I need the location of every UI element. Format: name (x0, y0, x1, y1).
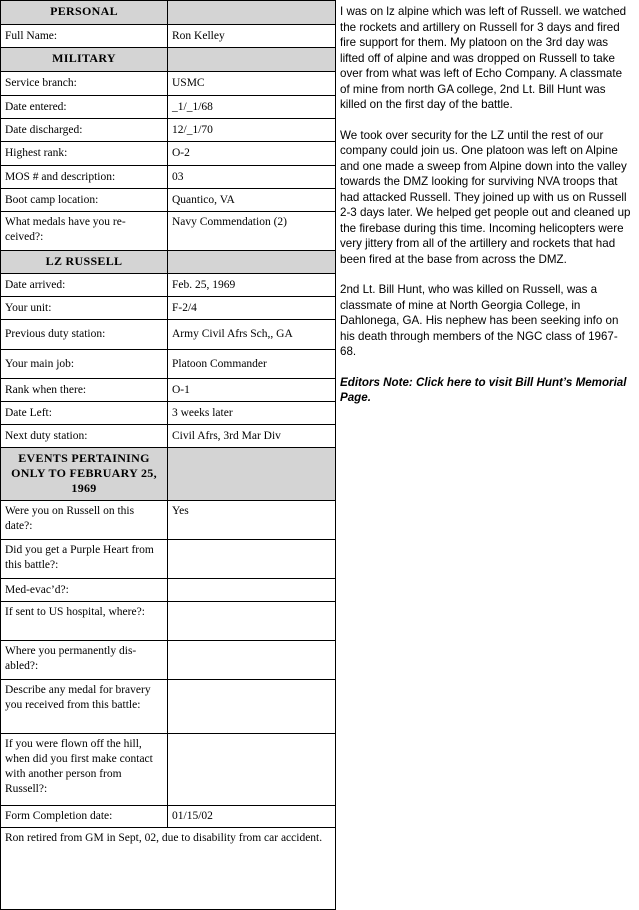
field-value: Platoon Commander (168, 350, 336, 379)
field-value (168, 641, 336, 680)
form-row (1, 320, 336, 350)
field-label: MOS # and description: (1, 166, 168, 189)
form-row (1, 602, 336, 641)
field-label: Service branch: (1, 72, 168, 96)
form-row (1, 641, 336, 680)
form-row (1, 680, 336, 734)
form-row (1, 297, 336, 320)
form-row (1, 166, 336, 189)
form-row (1, 212, 336, 251)
form-row (1, 274, 336, 297)
field-label: Full Name: (1, 25, 168, 48)
form-row (1, 142, 336, 166)
field-value: Civil Afrs, 3rd Mar Div (168, 425, 336, 448)
form-row (1, 119, 336, 142)
story-text (340, 4, 632, 421)
field-value: Feb. 25, 1969 (168, 274, 336, 297)
form-row (1, 501, 336, 540)
field-label: Were you on Russell on this date?: (1, 501, 168, 540)
field-value (168, 680, 336, 734)
field-label: Rank when there: (1, 379, 168, 402)
form-row (1, 72, 336, 96)
field-value: Yes (168, 501, 336, 540)
notes-text: Ron retired from GM in Sept, 02, due to disability from car accident. (1, 828, 336, 910)
field-label: Date discharged: (1, 119, 168, 142)
form-row (1, 96, 336, 119)
field-value: 03 (168, 166, 336, 189)
field-value (168, 579, 336, 602)
editors-note-link[interactable]: Editors Note: Click here to visit Bill Hunt’s Memorial Page. (340, 375, 627, 404)
field-label: If sent to US hospital, where?: (1, 602, 168, 641)
field-label: Highest rank: (1, 142, 168, 166)
field-label: Did you get a Purple Heart from this battle?: (1, 540, 168, 579)
field-value (168, 734, 336, 806)
field-value: Army Civil Afrs Sch,, GA (168, 320, 336, 350)
form-row (1, 379, 336, 402)
field-label: Boot camp location: (1, 189, 168, 212)
lz-russell-header: LZ RUSSELL (1, 251, 168, 274)
story-paragraph: 2nd Lt. Bill Hunt, who was killed on Russell, was a classmate of mine at North Georgia College, in Dahlonega, GA. His nephew has been seeking info on his death through members of the NGC class of 1967-68. (340, 283, 619, 358)
field-value: Quantico, VA (168, 189, 336, 212)
form-row-full-name (1, 25, 336, 48)
section-header-events (1, 448, 336, 501)
field-value: USMC (168, 72, 336, 96)
field-value: Navy Commendation (2) (168, 212, 336, 251)
section-header-personal (1, 1, 336, 25)
field-value: F-2/4 (168, 297, 336, 320)
field-label: Med-evac’d?: (1, 579, 168, 602)
field-value: Ron Kelley (168, 25, 336, 48)
field-label: Previous duty station: (1, 320, 168, 350)
field-value: 3 weeks later (168, 402, 336, 425)
section-header-lz-russell (1, 251, 336, 274)
military-header: MILITARY (1, 48, 168, 72)
field-value: O-1 (168, 379, 336, 402)
form-row (1, 189, 336, 212)
form-row (1, 734, 336, 806)
field-label: Where you permanently dis-abled?: (1, 641, 168, 680)
field-value (168, 540, 336, 579)
form-row (1, 540, 336, 579)
field-label: Next duty station: (1, 425, 168, 448)
field-label: Form Completion date: (1, 806, 168, 828)
field-label: Date arrived: (1, 274, 168, 297)
field-label: Date entered: (1, 96, 168, 119)
form-row (1, 350, 336, 379)
personal-header: PERSONAL (1, 1, 168, 25)
form-row (1, 806, 336, 828)
form-row (1, 425, 336, 448)
field-value: 12/_1/70 (168, 119, 336, 142)
field-label: What medals have you re-ceived?: (1, 212, 168, 251)
field-label: Your main job: (1, 350, 168, 379)
events-header: EVENTS PERTAINING ONLY TO FEBRUARY 25, 1969 (1, 448, 168, 501)
section-header-military (1, 48, 336, 72)
field-label: Your unit: (1, 297, 168, 320)
field-value: O-2 (168, 142, 336, 166)
form-row (1, 402, 336, 425)
field-value: _1/_1/68 (168, 96, 336, 119)
field-value (168, 602, 336, 641)
field-label: If you were flown off the hill, when did you first make contact with another person from Russell?: (1, 734, 168, 806)
field-label: Date Left: (1, 402, 168, 425)
form-row (1, 579, 336, 602)
story-paragraph: We took over security for the LZ until the rest of our company could join us. One platoon was left on Alpine and one made a sweep from Alpine down into the valley towards the DMZ looking for surviving NVA troops that had attacked Russell. They joined up with us on Russell 2-3 days later. We helped get people out and cleaned up the firebase during this time. Incoming helicopters were very jittery from all of the artillery and rockets that had been fired at the base from across the DMZ. (340, 128, 631, 266)
story-paragraph: I was on lz alpine which was left of Russell. we watched the rockets and artillery on Russell for 3 days and fired fire support for them. My platoon on the 3rd day was lifted off of alpine and was dropped on Russell to take over from what was left of Echo Company. A classmate of mine from north GA college, 2nd Lt. Bill Hunt was killed on the first day of the battle. (340, 5, 627, 111)
field-value: 01/15/02 (168, 806, 336, 828)
notes-row (1, 828, 336, 910)
field-label: Describe any medal for bravery you received from this battle: (1, 680, 168, 734)
